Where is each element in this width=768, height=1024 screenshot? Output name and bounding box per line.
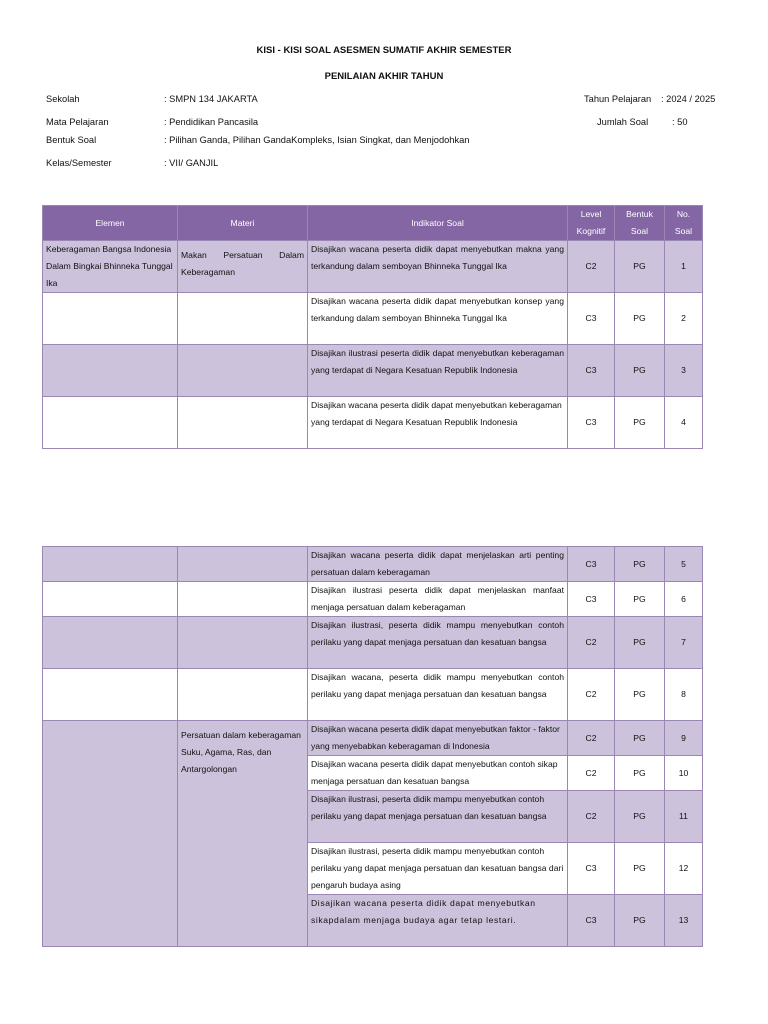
no-cell: 7 [665,617,703,669]
table-row [43,241,703,293]
kisi-table-part2 [42,546,703,947]
bentuk-cell: PG [615,582,665,617]
table-row [43,582,703,617]
no-cell: 3 [665,345,703,397]
indikator-cell: Disajikan wacana peserta didik dapat menyebutkan makna yang terkandung dalam semboyan Bhinneka Tunggal Ika [308,241,568,293]
header-bentuk-line1: Bentuk [626,209,653,220]
document-subtitle: PENILAIAN AKHIR TAHUN [324,71,444,82]
header-level-line1: Level [580,209,602,220]
table-row [43,397,703,449]
indikator-cell: Disajikan ilustrasi, peserta didik mampu menyebutkan contoh perilaku yang dapat menjaga persatuan dan kesatuan bangsa [308,617,568,669]
level-cell: C2 [568,241,615,293]
table-row [43,721,703,756]
indikator-cell: Disajikan ilustrasi, peserta didik mampu menyebutkan contoh perilaku yang dapat menjaga persatuan dan kesatuan bangsa dari pengaruh budaya asing [308,843,568,895]
header-level-line2: Kognitif [576,226,606,236]
kelas-label: Kelas/Semester [46,158,112,168]
elemen-cell [43,293,178,345]
bentuk-value: : Pilihan Ganda, Pilihan GandaKompleks, Isian Singkat, dan Menjodohkan [164,135,470,145]
no-cell: 5 [665,547,703,582]
level-cell: C3 [568,843,615,895]
indikator-cell: Disajikan wacana peserta didik dapat menjelaskan arti penting persatuan dalam keberagaman [308,547,568,582]
bentuk-cell: PG [615,547,665,582]
materi-cell [178,547,308,582]
header-no [665,206,703,241]
materi-cell [178,345,308,397]
no-cell: 4 [665,397,703,449]
jumlah-value: : 50 [672,117,688,127]
header-elemen: Elemen [43,206,178,241]
level-cell: C3 [568,547,615,582]
indikator-cell: Disajikan wacana peserta didik dapat menyebutkan keberagaman yang terdapat di Negara Kesatuan Republik Indonesia [308,397,568,449]
level-cell: C2 [568,669,615,721]
header-materi: Materi [178,206,308,241]
document-title: KISI - KISI SOAL ASESMEN SUMATIF AKHIR SEMESTER [256,45,512,56]
elemen-cell: Keberagaman Bangsa Indonesia Dalam Bingkai Bhinneka Tunggal Ika [43,241,178,293]
indikator-cell: Disajikan ilustrasi peserta didik dapat menjelaskan manfaat menjaga persatuan dalam keberagaman [308,582,568,617]
header-level [568,206,615,241]
materi-cell: Makan Persatuan Dalam Keberagaman [178,241,308,293]
elemen-cell [43,669,178,721]
materi-cell [178,582,308,617]
elemen-cell [43,582,178,617]
no-cell: 11 [665,791,703,843]
table-row [43,547,703,582]
mapel-value: : Pendidikan Pancasila [164,117,259,127]
elemen-cell [43,617,178,669]
bentuk-cell: PG [615,843,665,895]
level-cell: C2 [568,721,615,756]
indikator-cell: Disajikan wacana peserta didik dapat menyebutkan faktor - faktor yang menyebabkan keberagaman di Indonesia [308,721,568,756]
materi-cell [178,397,308,449]
indikator-cell: Disajikan wacana, peserta didik mampu menyebutkan contoh perilaku yang dapat menjaga persatuan dan kesatuan bangsa [308,669,568,721]
bentuk-label: Bentuk Soal [46,135,97,145]
bentuk-cell: PG [615,721,665,756]
sekolah-value: : SMPN 134 JAKARTA [164,94,258,104]
tahun-label: Tahun Pelajaran [584,94,652,104]
no-cell: 10 [665,756,703,791]
tahun-value: : 2024 / 2025 [661,94,716,104]
indikator-cell: Disajikan ilustrasi peserta didik dapat menyebutkan keberagaman yang terdapat di Negara Kesatuan Republik Indonesia [308,345,568,397]
indikator-cell: Disajikan wacana peserta didik dapat menyebutkan konsep yang terkandung dalam semboyan Bhinneka Tunggal Ika [308,293,568,345]
level-cell: C3 [568,345,615,397]
no-cell: 8 [665,669,703,721]
indikator-cell: Disajikan wacana peserta didik dapat menyebutkan contoh sikap menjaga persatuan dan kesatuan bangsa [308,756,568,791]
level-cell: C2 [568,617,615,669]
bentuk-cell: PG [615,791,665,843]
level-cell: C3 [568,582,615,617]
bentuk-cell: PG [615,345,665,397]
no-cell: 1 [665,241,703,293]
elemen-cell [43,345,178,397]
table-row [43,293,703,345]
bentuk-cell: PG [615,669,665,721]
level-cell: C2 [568,791,615,843]
no-cell: 6 [665,582,703,617]
no-cell: 13 [665,895,703,947]
elemen-cell [43,547,178,582]
bentuk-cell: PG [615,895,665,947]
header-no-line2: Soal [674,226,693,236]
header-no-line1: No. [676,209,691,220]
table-row [43,669,703,721]
header-bentuk [615,206,665,241]
level-cell: C3 [568,293,615,345]
bentuk-cell: PG [615,756,665,791]
no-cell: 12 [665,843,703,895]
table-header-row [43,206,703,241]
indikator-cell: Disajikan ilustrasi, peserta didik mampu menyebutkan contoh perilaku yang dapat menjaga persatuan dan kesatuan bangsa [308,791,568,843]
materi-cell [178,617,308,669]
kisi-table-part1 [42,205,703,449]
bentuk-cell: PG [615,293,665,345]
bentuk-cell: PG [615,241,665,293]
table-row [43,345,703,397]
sekolah-label: Sekolah [46,94,80,104]
materi-cell [178,293,308,345]
level-cell: C3 [568,895,615,947]
header-indikator: Indikator Soal [308,206,568,241]
mapel-label: Mata Pelajaran [46,117,109,127]
bentuk-cell: PG [615,397,665,449]
level-cell: C3 [568,397,615,449]
elemen-cell [43,721,178,947]
materi-cell: Persatuan dalam keberagaman Suku, Agama, Ras, dan Antargolongan [178,721,308,947]
no-cell: 2 [665,293,703,345]
level-cell: C2 [568,756,615,791]
bentuk-cell: PG [615,617,665,669]
indikator-cell: Disajikan wacana peserta didik dapat menyebutkan sikapdalam menjaga budaya agar tetap lestari. [308,895,568,947]
header-bentuk-line2: Soal [630,226,649,236]
elemen-cell [43,397,178,449]
kelas-value: : VII/ GANJIL [164,158,219,168]
materi-cell [178,669,308,721]
jumlah-label: Jumlah Soal [597,117,649,127]
table-row [43,617,703,669]
no-cell: 9 [665,721,703,756]
